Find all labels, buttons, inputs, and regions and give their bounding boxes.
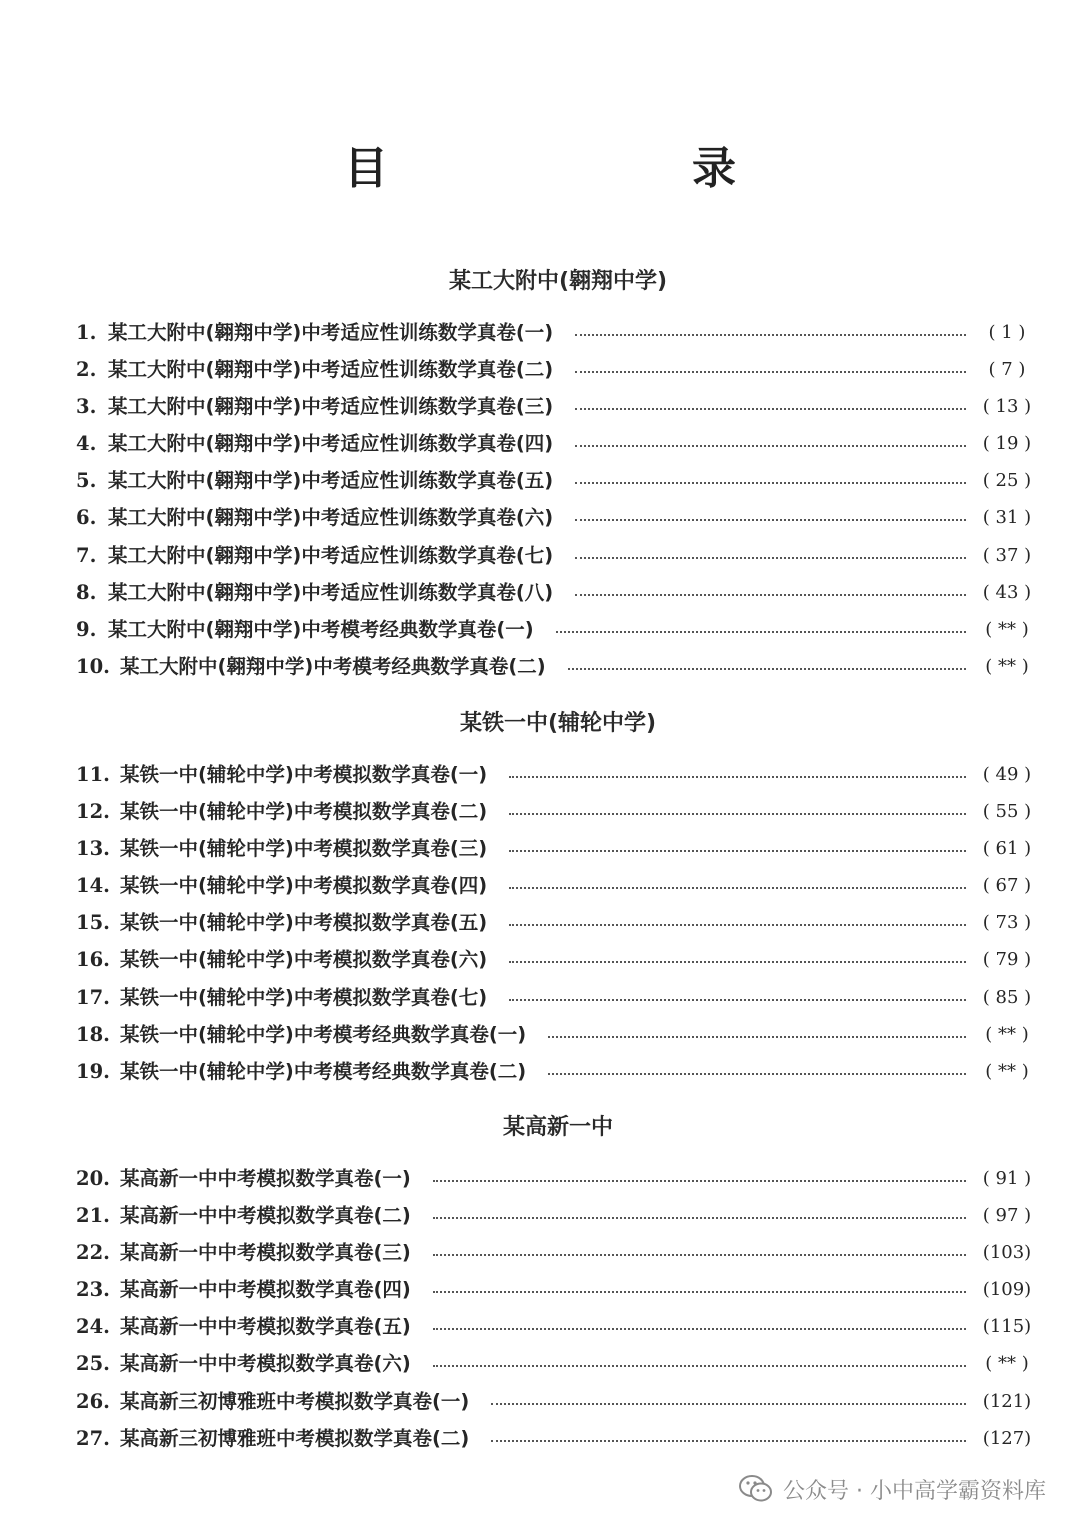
entry-title: 某工大附中(翱翔中学)中考适应性训练数学真卷(一) (108, 321, 554, 344)
toc-entry[interactable] (76, 574, 1040, 611)
entry-title: 某工大附中(翱翔中学)中考适应性训练数学真卷(八) (108, 580, 554, 604)
watermark-text: 公众号 · 小中高学霸资料库 (783, 1478, 1046, 1504)
entry-number: 20. (76, 1167, 110, 1190)
entry-page-number: ( 97 ) (982, 1205, 1032, 1227)
section-title: 某铁一中(辅轮中学) (459, 711, 657, 736)
section-gaoxin (0, 1108, 1080, 1457)
toc-entry[interactable] (76, 425, 1040, 462)
entry-page-number: ( ** ) (985, 1060, 1029, 1082)
entry-number: 18. (76, 1022, 110, 1046)
dot-leader (509, 887, 966, 889)
toc-entry[interactable] (76, 867, 1040, 904)
entry-number: 13. (76, 837, 110, 861)
entry-page-number: ( 49 ) (982, 764, 1032, 785)
section-title: 某工大附中(翱翔中学) (448, 269, 668, 294)
toc-entry[interactable] (76, 1197, 1040, 1234)
entry-title: 某铁一中(辅轮中学)中考模考经典数学真卷(二) (120, 1059, 527, 1083)
section-tieyi (0, 704, 1080, 1090)
entry-number: 3. (76, 395, 97, 419)
entry-page-number: ( 61 ) (982, 838, 1032, 860)
entry-page-number: ( 85 ) (982, 986, 1032, 1008)
dot-leader (433, 1291, 966, 1293)
entry-page-number: ( ** ) (985, 1353, 1029, 1375)
toc-entry[interactable] (76, 1053, 1040, 1090)
entry-number: 14. (76, 874, 110, 898)
dot-leader (575, 482, 966, 484)
toc-entry[interactable] (76, 830, 1040, 867)
entry-number: 22. (76, 1241, 110, 1265)
entry-page-number: ( 19 ) (982, 433, 1032, 455)
entry-title: 某铁一中(辅轮中学)中考模拟数学真卷(一) (120, 763, 488, 786)
toc-entry[interactable] (76, 611, 1040, 648)
entry-page-number: ( 7 ) (988, 359, 1026, 381)
toc-entry[interactable] (76, 941, 1040, 978)
dot-leader (548, 1073, 966, 1075)
toc-entry[interactable] (76, 904, 1040, 941)
section-gongda (0, 262, 1080, 685)
dot-leader (548, 1036, 966, 1038)
entry-number: 11. (76, 763, 110, 786)
page-title: 目 录 (344, 143, 808, 194)
dot-leader (509, 999, 966, 1001)
entry-list (0, 1160, 1080, 1457)
entry-page-number: ( 31 ) (982, 507, 1032, 529)
entry-title: 某铁一中(辅轮中学)中考模拟数学真卷(七) (120, 985, 488, 1009)
entry-page-number: ( ** ) (985, 655, 1029, 677)
entry-title: 某铁一中(辅轮中学)中考模拟数学真卷(三) (120, 837, 488, 861)
toc-entry[interactable] (76, 499, 1040, 536)
entry-page-number: ( 73 ) (982, 912, 1032, 934)
entry-number: 7. (76, 543, 97, 567)
dot-leader (433, 1254, 966, 1256)
toc-entry[interactable] (76, 351, 1040, 388)
dot-leader (575, 594, 966, 596)
entry-page-number: ( 43 ) (982, 581, 1032, 603)
entry-title: 某工大附中(翱翔中学)中考适应性训练数学真卷(六) (108, 506, 554, 530)
entry-page-number: ( 1 ) (988, 322, 1026, 343)
entry-page-number: (115) (982, 1316, 1032, 1338)
entry-title: 某工大附中(翱翔中学)中考适应性训练数学真卷(二) (108, 358, 554, 382)
entry-number: 17. (76, 985, 110, 1009)
entry-page-number: ( 13 ) (982, 396, 1032, 418)
entry-number: 19. (76, 1059, 110, 1083)
dot-leader (433, 1180, 966, 1182)
entry-title: 某铁一中(辅轮中学)中考模拟数学真卷(二) (120, 800, 488, 824)
entry-number: 2. (76, 358, 97, 382)
dot-leader (556, 631, 966, 633)
entry-title: 某工大附中(翱翔中学)中考适应性训练数学真卷(七) (108, 543, 554, 567)
entry-title: 某工大附中(翱翔中学)中考适应性训练数学真卷(三) (108, 395, 554, 419)
watermark (739, 1472, 1046, 1506)
toc-entry[interactable] (76, 793, 1040, 830)
entry-page-number: (103) (982, 1242, 1032, 1264)
entry-page-number: ( 55 ) (982, 801, 1032, 823)
dot-leader (491, 1440, 966, 1442)
entry-page-number: ( 25 ) (982, 470, 1032, 492)
toc-entry[interactable] (76, 1383, 1040, 1420)
entry-title: 某高新一中中考模拟数学真卷(六) (120, 1352, 411, 1376)
entry-number: 26. (76, 1389, 110, 1413)
entry-number: 8. (76, 580, 97, 604)
entry-number: 27. (76, 1426, 110, 1450)
dot-leader (509, 924, 966, 926)
dot-leader (575, 408, 966, 410)
toc-entry[interactable] (76, 1308, 1040, 1345)
toc-entry[interactable] (76, 1016, 1040, 1053)
toc-entry[interactable] (76, 1234, 1040, 1271)
dot-leader (575, 371, 966, 373)
entry-title: 某高新一中中考模拟数学真卷(二) (120, 1204, 411, 1228)
dot-leader (433, 1365, 966, 1367)
dot-leader (509, 813, 966, 815)
entry-number: 16. (76, 948, 110, 972)
toc-entry[interactable] (76, 388, 1040, 425)
toc-entry[interactable] (76, 1160, 1040, 1197)
dot-leader (433, 1328, 966, 1330)
dot-leader (575, 557, 966, 559)
entry-title: 某铁一中(辅轮中学)中考模拟数学真卷(六) (120, 948, 488, 972)
entry-page-number: ( 37 ) (982, 544, 1032, 566)
entry-number: 1. (76, 321, 97, 344)
entry-page-number: ( 91 ) (982, 1168, 1032, 1189)
toc-entry[interactable] (76, 537, 1040, 574)
entry-title: 某高新三初博雅班中考模拟数学真卷(一) (120, 1389, 470, 1413)
entry-title: 某高新三初博雅班中考模拟数学真卷(二) (120, 1426, 470, 1450)
dot-leader (568, 668, 966, 670)
entry-number: 10. (76, 654, 110, 678)
dot-leader (575, 519, 966, 521)
entry-page-number: (109) (982, 1279, 1032, 1301)
dot-leader (575, 334, 966, 336)
toc-entry[interactable] (76, 1271, 1040, 1308)
entry-number: 25. (76, 1352, 110, 1376)
entry-title: 某铁一中(辅轮中学)中考模拟数学真卷(四) (120, 874, 488, 898)
entry-page-number: ( 79 ) (982, 949, 1032, 971)
entry-title: 某工大附中(翱翔中学)中考适应性训练数学真卷(四) (108, 432, 554, 456)
entry-page-number: ( ** ) (985, 1023, 1029, 1045)
entry-page-number: (121) (982, 1390, 1032, 1412)
entry-number: 5. (76, 469, 97, 493)
entry-number: 12. (76, 800, 110, 824)
dot-leader (509, 961, 966, 963)
dot-leader (433, 1217, 966, 1219)
dot-leader (575, 445, 966, 447)
entry-page-number: (127) (982, 1427, 1032, 1449)
toc-entry[interactable] (76, 648, 1040, 685)
toc-entry[interactable] (76, 314, 1040, 351)
entry-number: 21. (76, 1204, 110, 1228)
entry-title: 某铁一中(辅轮中学)中考模拟数学真卷(五) (120, 911, 488, 935)
entry-number: 4. (76, 432, 97, 456)
entry-title: 某工大附中(翱翔中学)中考模考经典数学真卷(二) (120, 654, 546, 678)
entry-list (0, 314, 1080, 685)
toc-entry[interactable] (76, 756, 1040, 793)
entry-number: 6. (76, 506, 97, 530)
entry-page-number: ( ** ) (985, 618, 1029, 640)
entry-number: 9. (76, 617, 97, 641)
entry-number: 15. (76, 911, 110, 935)
entry-title: 某铁一中(辅轮中学)中考模考经典数学真卷(一) (120, 1022, 527, 1046)
wechat-icon (739, 1474, 773, 1504)
entry-title: 某高新一中中考模拟数学真卷(四) (120, 1278, 411, 1302)
toc-entry[interactable] (76, 979, 1040, 1016)
entry-title: 某高新一中中考模拟数学真卷(一) (120, 1167, 411, 1190)
entry-number: 23. (76, 1278, 110, 1302)
entry-title: 某高新一中中考模拟数学真卷(三) (120, 1241, 411, 1265)
toc-entry[interactable] (76, 462, 1040, 499)
entry-title: 某工大附中(翱翔中学)中考模考经典数学真卷(一) (108, 617, 534, 641)
entry-number: 24. (76, 1315, 110, 1339)
section-title: 某高新一中 (502, 1115, 613, 1140)
entry-title: 某高新一中中考模拟数学真卷(五) (120, 1315, 411, 1339)
dot-leader (509, 776, 966, 778)
toc-entry[interactable] (76, 1420, 1040, 1457)
entry-title: 某工大附中(翱翔中学)中考适应性训练数学真卷(五) (108, 469, 554, 493)
entry-page-number: ( 67 ) (982, 875, 1032, 897)
dot-leader (491, 1403, 966, 1405)
entry-list (0, 756, 1080, 1090)
dot-leader (509, 850, 966, 852)
toc-entry[interactable] (76, 1345, 1040, 1382)
